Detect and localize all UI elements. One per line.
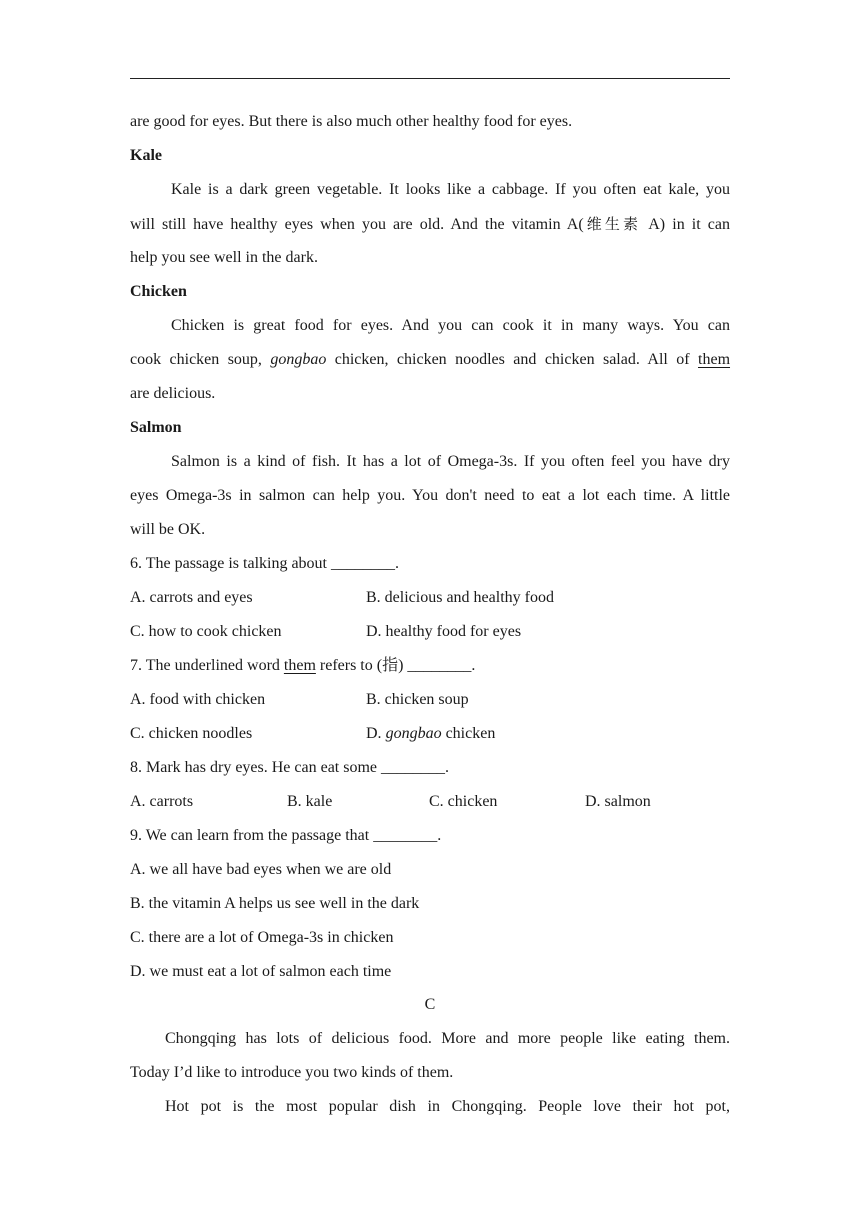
- text-line: will be OK.: [130, 521, 206, 538]
- text-line: are delicious.: [130, 385, 216, 402]
- text-line: will still have healthy eyes when you are old. And the vitamin A(维生素 A) in it can: [130, 215, 731, 233]
- text-line: Kale is a dark green vegetable. It looks like a cabbage. If you often eat kale, you: [171, 181, 730, 198]
- option-b: B. the vitamin A helps us see well in the dark: [130, 895, 420, 912]
- section-label-c: C: [424, 996, 436, 1013]
- text-line: Today I’d like to introduce you two kinds of them.: [130, 1064, 454, 1081]
- underlined-word: them: [698, 351, 731, 368]
- header-rule: [130, 78, 730, 79]
- option-d: D. salmon: [585, 793, 651, 810]
- section-heading-kale: Kale: [130, 147, 162, 164]
- option-c: C. chicken noodles: [130, 725, 253, 742]
- text-line: Hot pot is the most popular dish in Chongqing. People love their hot pot,: [165, 1098, 730, 1115]
- text-line: Chicken is great food for eyes. And you can cook it in many ways. You can: [171, 317, 730, 334]
- question-stem: 6. The passage is talking about ________.: [130, 555, 399, 572]
- option-b: B. delicious and healthy food: [366, 589, 554, 606]
- option-b: B. chicken soup: [366, 691, 469, 708]
- section-heading-chicken: Chicken: [130, 283, 187, 300]
- option-d: D. gongbao chicken: [366, 725, 496, 742]
- option-a: A. carrots and eyes: [130, 589, 253, 606]
- text-line: are good for eyes. But there is also much other healthy food for eyes.: [130, 113, 573, 130]
- section-heading-salmon: Salmon: [130, 419, 182, 436]
- question-stem: 9. We can learn from the passage that ________.: [130, 827, 442, 844]
- text-line: Chongqing has lots of delicious food. More and more people like eating them.: [165, 1030, 730, 1047]
- option-a: A. food with chicken: [130, 691, 266, 708]
- question-stem: 8. Mark has dry eyes. He can eat some ________.: [130, 759, 450, 776]
- option-c: C. chicken: [429, 793, 498, 810]
- question-stem: 7. The underlined word them refers to (指) ________.: [130, 657, 476, 674]
- option-a: A. we all have bad eyes when we are old: [130, 861, 392, 878]
- option-a: A. carrots: [130, 793, 194, 810]
- option-d: D. we must eat a lot of salmon each time: [130, 963, 392, 980]
- text-line: Salmon is a kind of fish. It has a lot of Omega-3s. If you often feel you have dry: [171, 453, 730, 470]
- option-b: B. kale: [287, 793, 333, 810]
- text-line: cook chicken soup, gongbao chicken, chicken noodles and chicken salad. All of them: [130, 351, 731, 368]
- text-line: eyes Omega-3s in salmon can help you. You don't need to eat a lot each time. A little: [130, 487, 730, 504]
- option-c: C. how to cook chicken: [130, 623, 282, 640]
- option-c: C. there are a lot of Omega-3s in chicken: [130, 929, 394, 946]
- text-line: help you see well in the dark.: [130, 249, 318, 266]
- option-d: D. healthy food for eyes: [366, 623, 522, 640]
